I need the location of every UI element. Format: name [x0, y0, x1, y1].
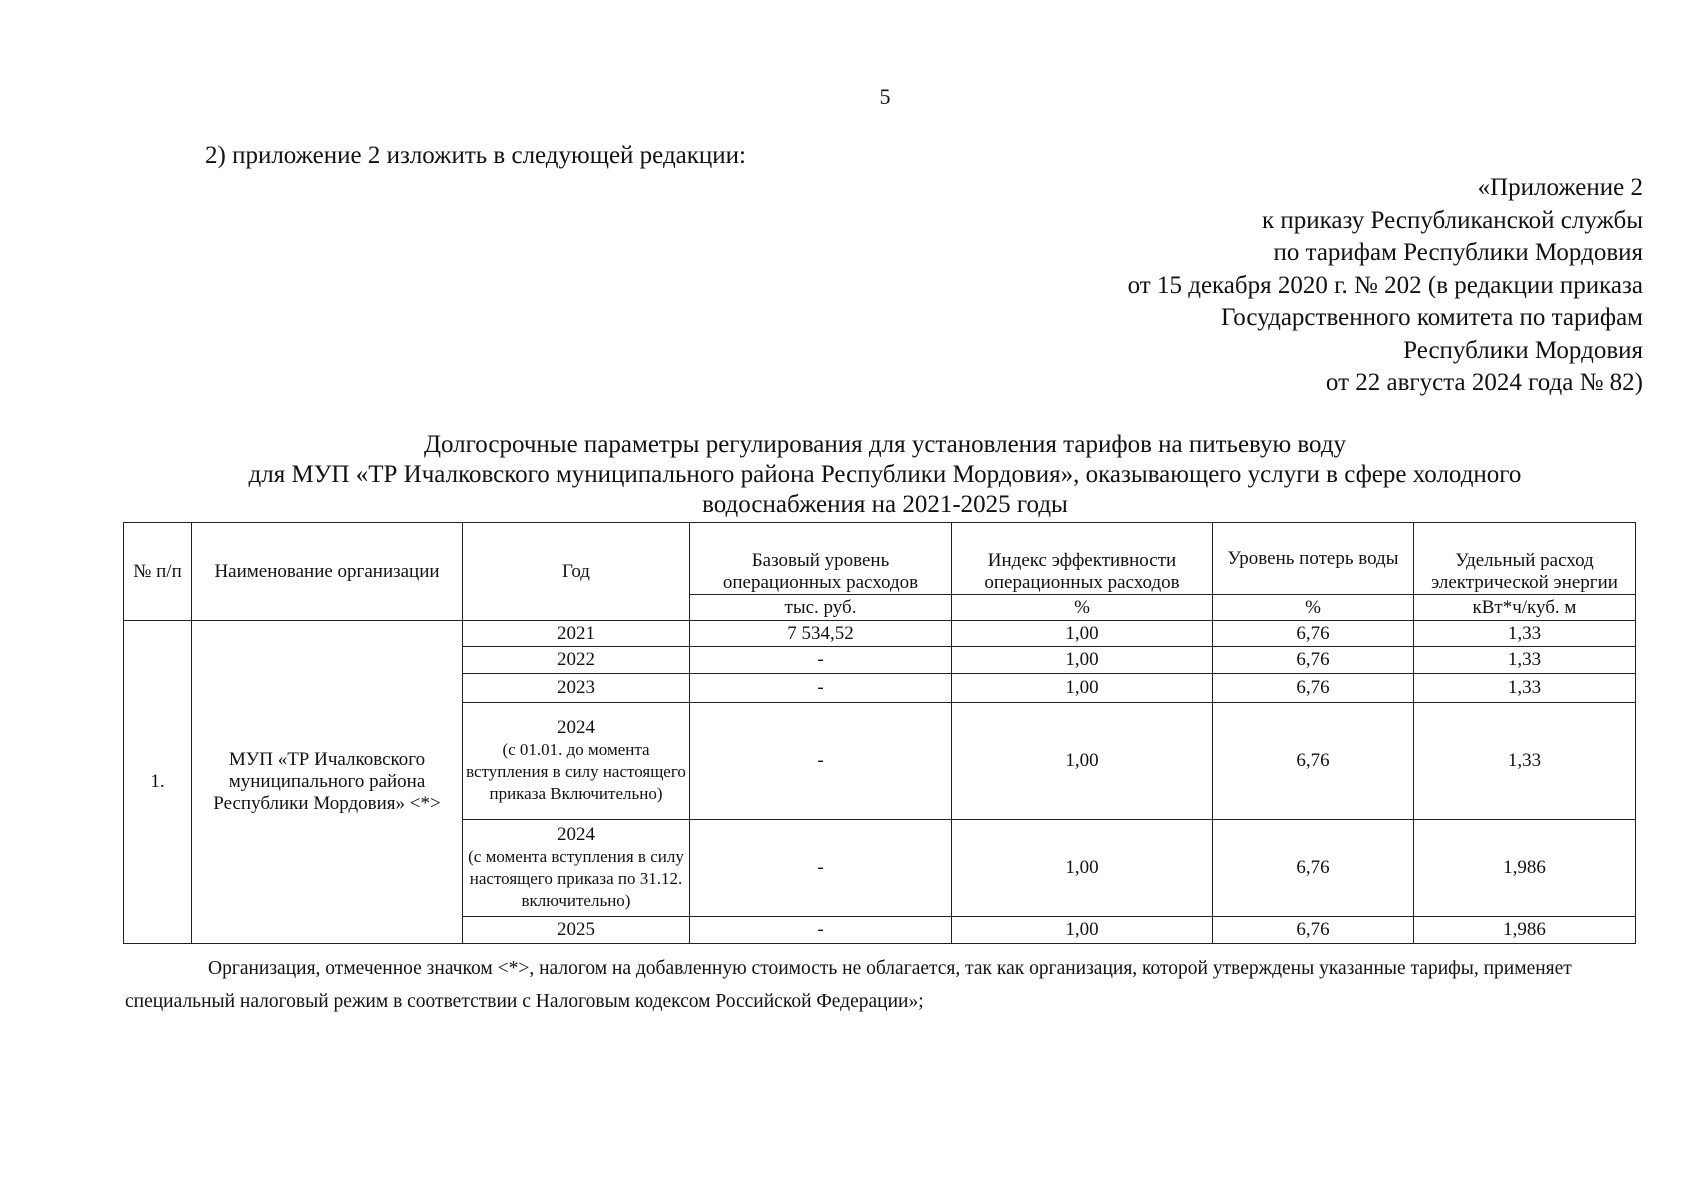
- cell-index: 1,00: [952, 703, 1213, 820]
- cell-loss: 6,76: [1213, 621, 1414, 647]
- appendix-ref-line: Государственного комитета по тарифам: [1221, 304, 1643, 331]
- cell-base: -: [690, 703, 952, 820]
- cell-loss: 6,76: [1213, 674, 1414, 703]
- appendix-ref-line: «Приложение 2: [1477, 174, 1643, 201]
- cell-base: -: [690, 647, 952, 674]
- page-number: 5: [879, 84, 891, 109]
- cell-loss: 6,76: [1213, 647, 1414, 674]
- header-year: Год: [463, 523, 690, 621]
- year-value: 2024: [557, 824, 595, 845]
- cell-year: 2025: [463, 917, 690, 944]
- cell-base: -: [690, 674, 952, 703]
- organization-name: МУП «ТР Ичалковского муниципального района Республики Мордовия» <*>: [192, 621, 463, 944]
- cell-index: 1,00: [952, 917, 1213, 944]
- table-title: [125, 430, 1645, 520]
- header-num: № п/п: [124, 523, 192, 621]
- cell-year: 2021: [463, 621, 690, 647]
- cell-loss: 6,76: [1213, 917, 1414, 944]
- unit-energy: кВт*ч/куб. м: [1414, 595, 1636, 621]
- cell-energy: 1,986: [1414, 917, 1636, 944]
- year-period-note: (с 01.01. до момента вступления в силу настоящего приказа Включительно): [466, 740, 686, 803]
- appendix-ref-line: по тарифам Республики Мордовия: [1273, 239, 1643, 266]
- cell-index: 1,00: [952, 674, 1213, 703]
- appendix-ref-line: от 15 декабря 2020 г. № 202 (в редакции приказа: [1127, 271, 1643, 299]
- table-row: [124, 621, 1636, 647]
- footnote: [125, 952, 1645, 1018]
- cell-energy: 1,33: [1414, 674, 1636, 703]
- unit-base: тыс. руб.: [690, 595, 952, 621]
- unit-loss: %: [1213, 595, 1414, 621]
- cell-year-period: [463, 820, 690, 917]
- cell-index: 1,00: [952, 820, 1213, 917]
- table-title-line: для МУП «ТР Ичалковского муниципального района Республики Мордовия», оказывающего услуги в сфере холодного: [248, 461, 1522, 488]
- header-water-loss: Уровень потерь воды: [1213, 523, 1414, 595]
- cell-base: -: [690, 820, 952, 917]
- cell-energy: 1,33: [1414, 621, 1636, 647]
- cell-year: 2022: [463, 647, 690, 674]
- appendix-ref-line: от 22 августа 2024 года № 82): [1325, 369, 1643, 396]
- regulation-parameters-table: [123, 522, 1636, 944]
- cell-base: 7 534,52: [690, 621, 952, 647]
- appendix-ref-line: к приказу Республиканской службы: [1261, 206, 1643, 234]
- cell-index: 1,00: [952, 621, 1213, 647]
- cell-loss: 6,76: [1213, 820, 1414, 917]
- cell-year: 2023: [463, 674, 690, 703]
- table-title-line: водоснабжения на 2021-2025 годы: [702, 491, 1068, 518]
- row-number: 1.: [124, 621, 192, 944]
- header-efficiency-index: Индекс эффективности операционных расходов: [952, 523, 1213, 595]
- cell-loss: 6,76: [1213, 703, 1414, 820]
- cell-year-period: [463, 703, 690, 820]
- cell-base: -: [690, 917, 952, 944]
- amendment-intro: 2) приложение 2 изложить в следующей редакции:: [205, 142, 746, 169]
- cell-energy: 1,33: [1414, 647, 1636, 674]
- table-header-row: [124, 523, 1636, 595]
- table-title-line: Долгосрочные параметры регулирования для установления тарифов на питьевую воду: [423, 431, 1347, 458]
- footnote-text: Организация, отмеченное значком <*>, налогом на добавленную стоимость не облагается, так как организация, которой утверждены указанные тарифы, применяет специальный налоговый режим в соответствии с Налоговым кодексом Российской Федерации»;: [125, 958, 1572, 1012]
- unit-index: %: [952, 595, 1213, 621]
- header-base-level: Базовый уровень операционных расходов: [690, 523, 952, 595]
- cell-energy: 1,986: [1414, 820, 1636, 917]
- header-energy-consumption: Удельный расход электрической энергии: [1414, 523, 1636, 595]
- appendix-ref-line: Республики Мордовия: [1403, 336, 1643, 364]
- header-organization: Наименование организации: [192, 523, 463, 621]
- year-value: 2024: [557, 717, 595, 738]
- year-period-note: (с момента вступления в силу настоящего приказа по 31.12. включительно): [468, 847, 684, 910]
- cell-index: 1,00: [952, 647, 1213, 674]
- appendix-reference: [1128, 172, 1643, 400]
- cell-energy: 1,33: [1414, 703, 1636, 820]
